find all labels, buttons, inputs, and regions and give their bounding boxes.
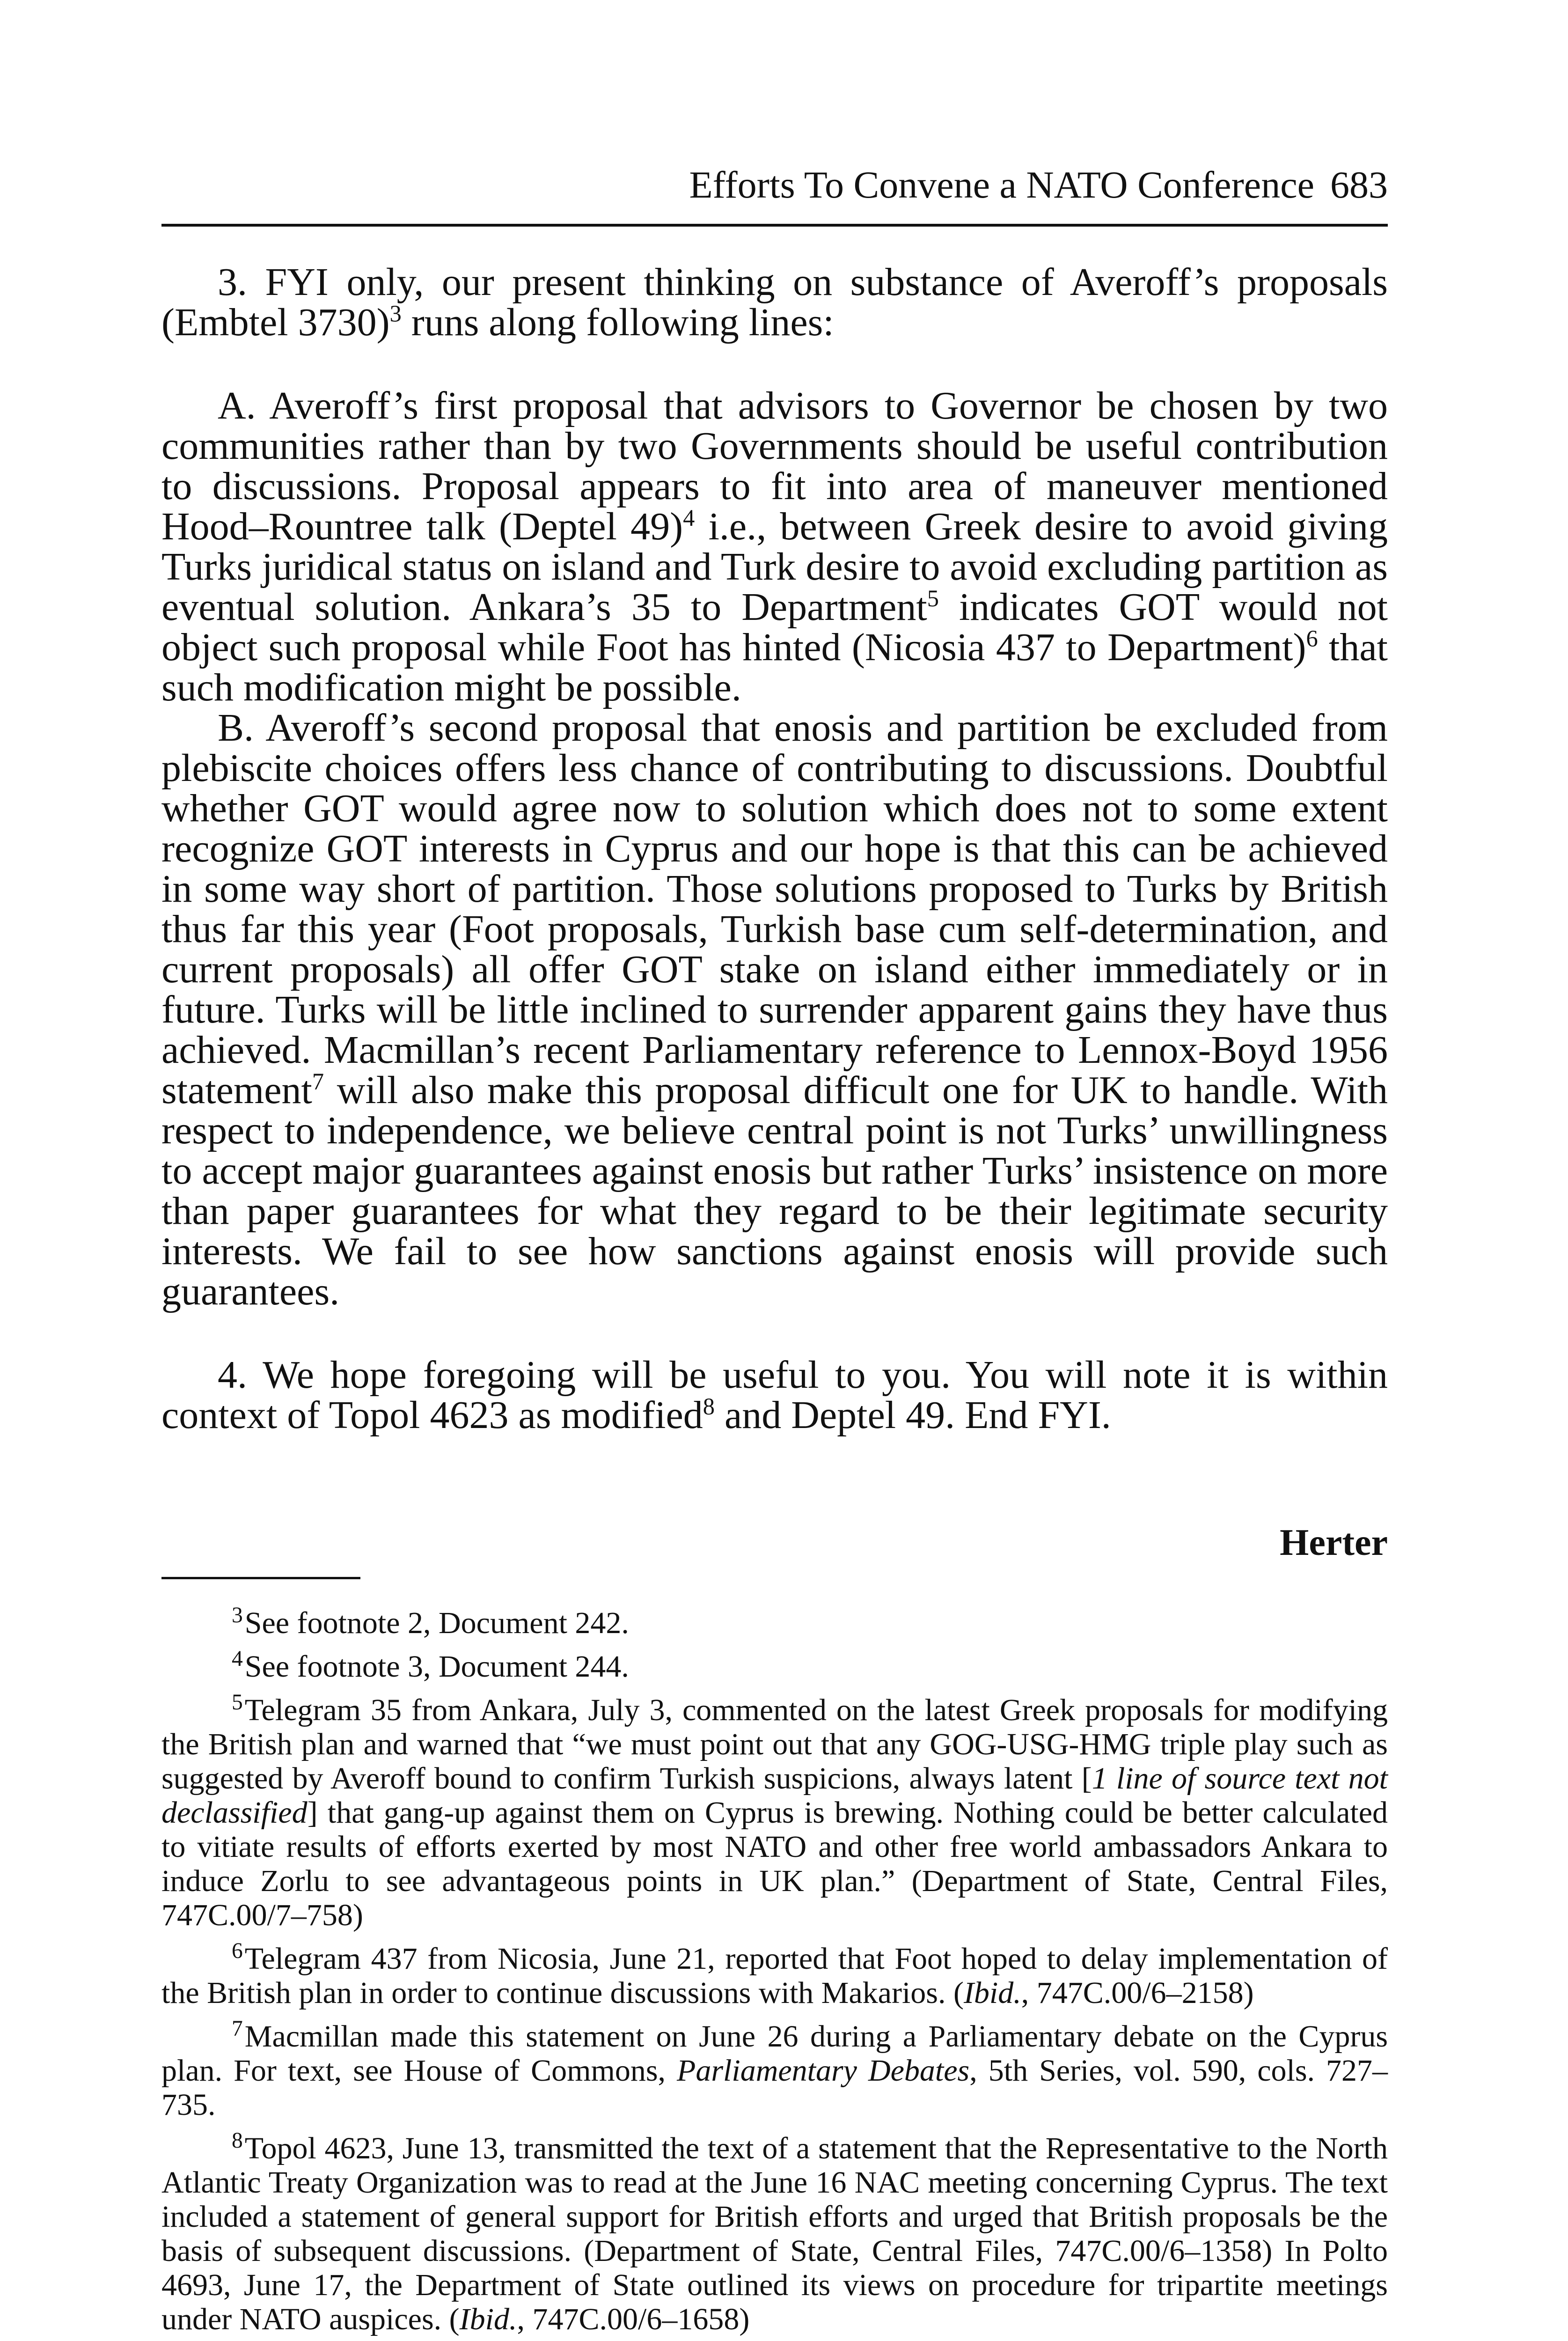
footnote-rule [161,1577,360,1579]
footnote-number: 7 [232,2017,243,2041]
paragraph-b: B. Averoff’s second proposal that enosis and partition be excluded from plebiscite choices offers less chance of contributing to discussions. Doubtful whether GOT would agree now to solution which does not to some extent recognize GOT interests in Cyprus and our hope is that this can be achieved in some way short of partition. Those solutions proposed to Turks by British thus far this year (Foot proposals, Turkish base cum self-determination, and current proposals) all offer GOT stake on island either immediately or in future. Turks will be little inclined to surrender apparent gains they have thus achieved. Macmillan’s recent Parliamentary reference to Lennox-Boyd 1956 statement$^7$ will also make this proposal difficult one for UK to handle. With respect to independence, we believe central point is not Turks’ unwillingness to accept major guarantees against enosis but rather Turks’ insistence on more than paper guarantees for what they regard to be their legitimate security interests. We fail to see how sanctions against enosis will provide such guarantees. [161,706,1388,1313]
paragraph-3: 3. FYI only, our present thinking on substance of Averoff’s proposals (Embtel 3730)$^3$ runs along following lines: [161,260,1388,344]
footnote-ref-7[interactable]: 7 [312,1068,324,1095]
paragraph-a: A. Averoff’s first proposal that advisors to Governor be chosen by two communities rather than by two Governments should be useful contribution to discussions. Proposal appears to fit into area of maneuver mentioned Hood–Rountree talk (Deptel 49)$^4$ i.e., between Greek desire to avoid giving Turks juridical status on island and Turk desire to avoid excluding partition as eventual solution. Ankara’s 35 to Department$^5$ indicates GOT would not object such proposal while Foot has hinted (Nicosia 437 to Department)$^6$ that such modification might be possible. [161,384,1388,709]
footnote-4: $^4$See footnote 3, Document 244. [232,1647,629,1684]
footnote-number: 3 [232,1603,243,1627]
footnote-5: $^5$Telegram 35 from Ankara, July 3, commented on the latest Greek proposals for modifying the British plan and warned that “we must point out that any GOG-USG-HMG triple play such as suggested by Averoff bound to confirm Turkish suspicions, always latent [1 line of source text not declassified] that gang-up against them on Cyprus is brewing. Nothing could be better calculated to vitiate results of efforts exerted by most NATO and other free world ambassadors Ankara to induce Zorlu to see advantageous points in UK plan.” (Department of State, Central Files, 747C.00/7–758) [161,1690,1388,1932]
footnote-number: 8 [232,2128,243,2153]
footnote-3: $^3$See footnote 2, Document 242. [232,1603,629,1640]
footnote-ref-3[interactable]: 3 [389,301,402,327]
footnote-6: $^6$Telegram 437 from Nicosia, June 21, reported that Foot hoped to delay implementation of the British plan in order to continue discussions with Makarios. (Ibid., 747C.00/6–2158) [161,1939,1388,2010]
body-text [161,262,1388,1436]
footnote-ref-5[interactable]: 5 [927,585,939,611]
footnotes [161,1603,1388,2341]
page-number: 683 [1330,163,1388,206]
footnote-ref-4[interactable]: 4 [683,505,695,531]
footnote-number: 6 [232,1939,243,1963]
footnote-ref-6[interactable]: 6 [1306,626,1318,652]
paragraph-4: 4. We hope foregoing will be useful to you. You will note it is within context of Topol 4623 as modified$^8$ and Deptel 49. End FYI. [161,1353,1388,1437]
footnote-8: $^8$Topol 4623, June 13, transmitted the text of a statement that the Representative to the North Atlantic Treaty Organization was to read at the June 16 NAC meeting concerning Cyprus. The text included a statement of general support for British efforts and urged that British proposals be the basis of subsequent discussions. (Department of State, Central Files, 747C.00/6–1358) In Polto 4693, June 17, the Department of State outlined its views on procedure for tripartite meetings under NATO auspices. (Ibid., 747C.00/6–1658) [161,2128,1388,2336]
header-rule [161,224,1388,227]
signature: Herter [1280,1522,1388,1563]
footnote-number: 5 [232,1690,243,1715]
footnote-ref-8[interactable]: 8 [703,1393,715,1420]
running-head [161,164,1388,206]
running-head-title: Efforts To Convene a NATO Conference [689,163,1314,206]
footnote-7: $^7$Macmillan made this statement on June 26 during a Parliamentary debate on the Cyprus plan. For text, see House of Commons, Parliamentary Debates, 5th Series, vol. 590, cols. 727–735. [161,2017,1388,2122]
footnote-number: 4 [232,1647,243,1671]
